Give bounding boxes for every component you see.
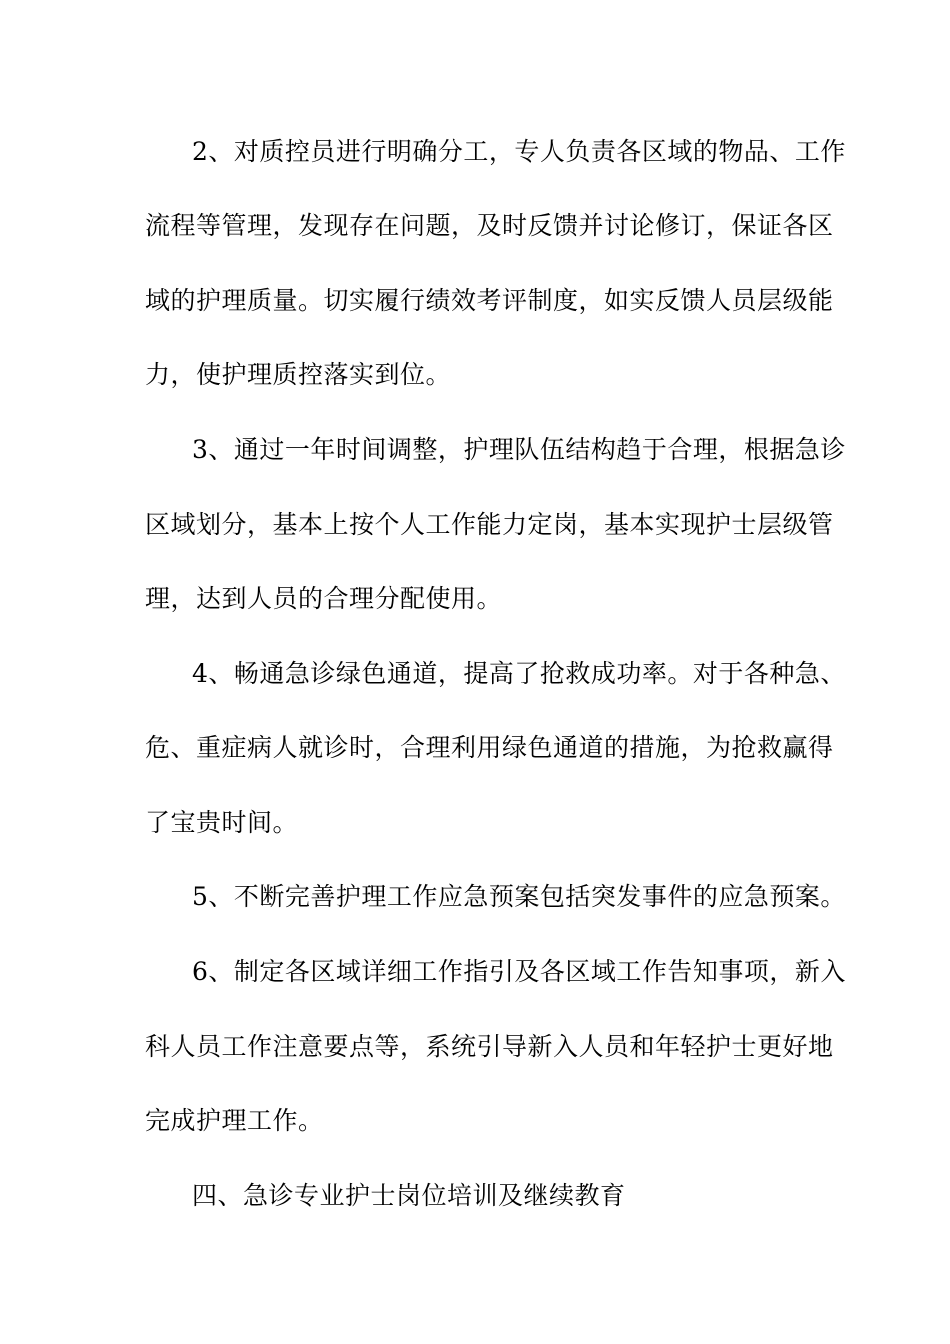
paragraph-1-line-4: 力，使护理质控落实到位。 xyxy=(145,360,452,389)
section-heading: 四、急诊专业护士岗位培训及继续教育 xyxy=(192,1181,626,1210)
paragraph-5-line-3: 完成护理工作。 xyxy=(145,1106,324,1135)
paragraph-4-line-1: 5、不断完善护理工作应急预案包括突发事件的应急预案。 xyxy=(192,882,846,911)
paragraph-2-line-1: 3、通过一年时间调整，护理队伍结构趋于合理，根据急诊 xyxy=(192,435,846,464)
paragraph-1-line-3: 域的护理质量。切实履行绩效考评制度，如实反馈人员层级能 xyxy=(145,286,834,315)
paragraph-3-line-2: 危、重症病人就诊时，合理利用绿色通道的措施，为抢救赢得 xyxy=(145,733,834,762)
paragraph-1-line-1: 2、对质控员进行明确分工，专人负责各区域的物品、工作 xyxy=(192,137,846,166)
paragraph-5-line-1: 6、制定各区域详细工作指引及各区域工作告知事项，新入 xyxy=(192,957,846,986)
paragraph-2-line-3: 理，达到人员的合理分配使用。 xyxy=(145,584,503,613)
paragraph-3-line-1: 4、畅通急诊绿色通道，提高了抢救成功率。对于各种急、 xyxy=(192,659,846,688)
paragraph-5-line-2: 科人员工作注意要点等，系统引导新入人员和年轻护士更好地 xyxy=(145,1032,834,1061)
paragraph-2-line-2: 区域划分，基本上按个人工作能力定岗，基本实现护士层级管 xyxy=(145,510,834,539)
paragraph-1-line-2: 流程等管理，发现存在问题，及时反馈并讨论修订，保证各区 xyxy=(145,211,834,240)
paragraph-3-line-3: 了宝贵时间。 xyxy=(145,808,299,837)
